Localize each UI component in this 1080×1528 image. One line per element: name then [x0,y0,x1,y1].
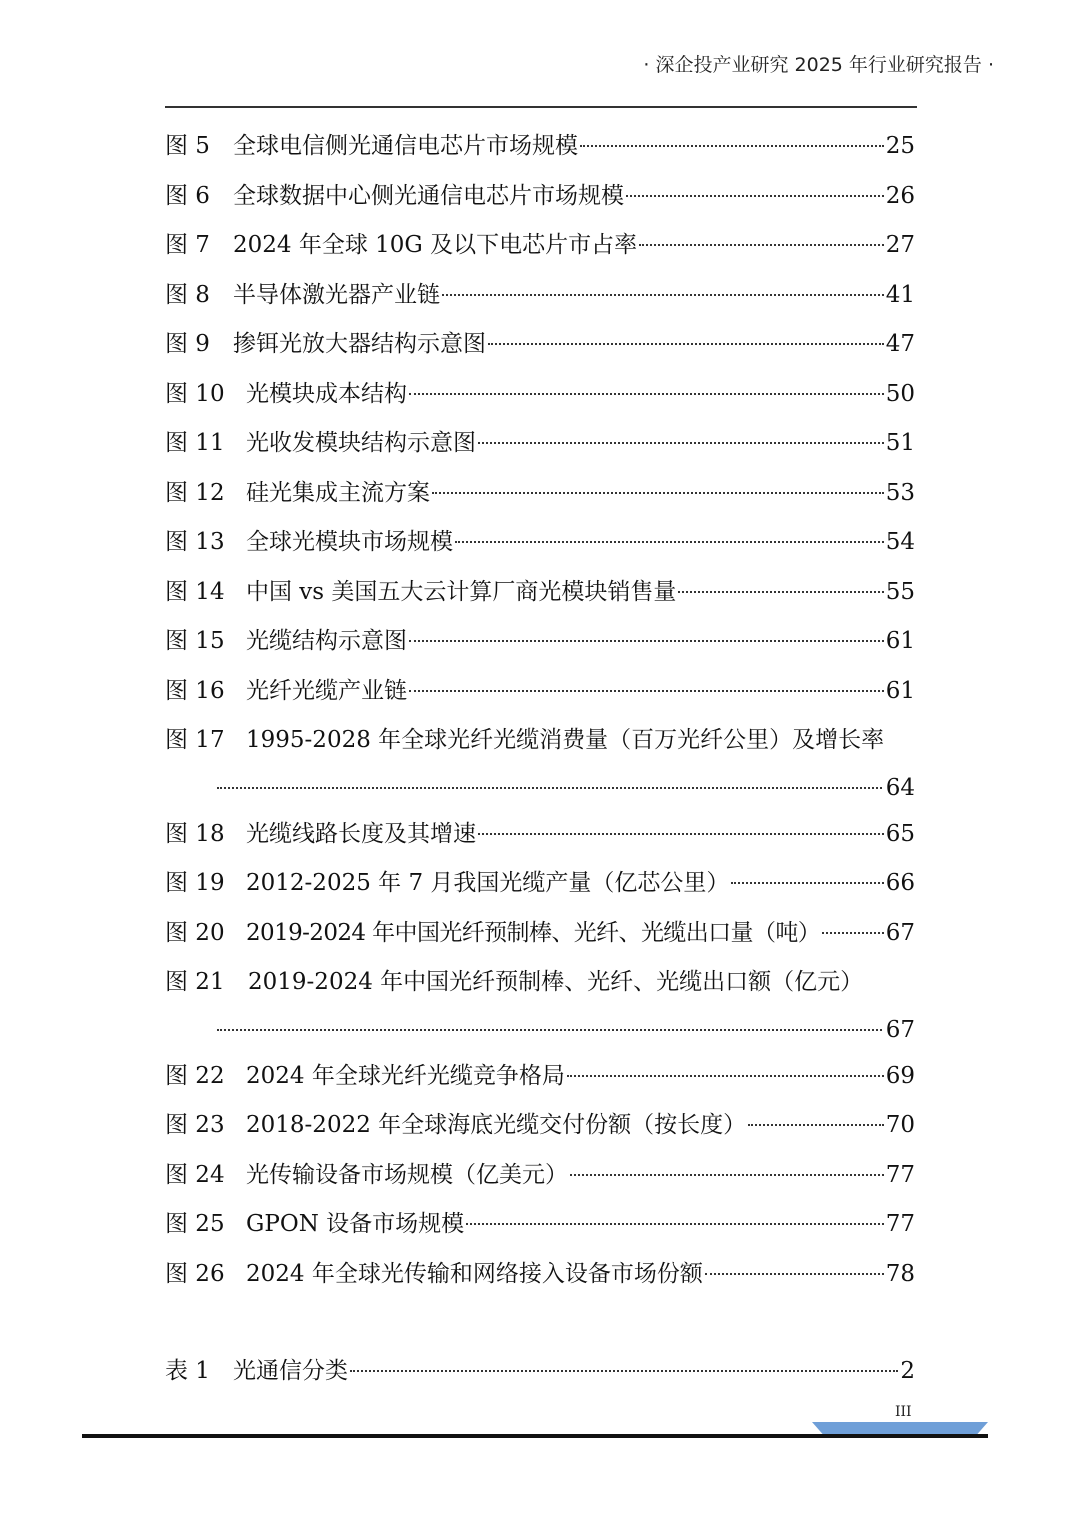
figure-label: 图 20 [165,919,225,946]
dot-leader [822,932,884,934]
section-gap [165,1299,915,1347]
figure-title: 中国 vs 美国五大云计算厂商光模块销售量 [246,578,677,605]
figure-label: 图 24 [165,1161,225,1188]
figure-label: 图 26 [165,1260,225,1287]
figure-title: 光纤光缆产业链 [246,677,407,704]
figure-label: 图 15 [165,628,225,654]
running-header: · 深企投产业研究 2025 年行业研究报告 · [643,54,994,76]
figure-list [165,122,915,1397]
dot-leader [466,1223,884,1225]
dot-leader [409,393,884,395]
figure-label: 图 22 [165,1062,225,1089]
figure-label: 图 17 [165,727,225,753]
figure-label: 图 10 [165,380,225,407]
dot-leader [432,492,884,494]
dot-leader [442,294,884,296]
figure-title: 全球电信侧光通信电芯片市场规模 [233,133,578,159]
figure-title: 全球数据中心侧光通信电芯片市场规模 [233,182,624,209]
figure-title: 光收发模块结构示意图 [246,430,476,456]
dot-leader [217,787,882,789]
figure-label: 图 23 [165,1112,225,1138]
toc-entry[interactable] [165,1200,915,1250]
figure-title: 2024 年全球 10G 及以下电芯片市占率 [233,232,638,258]
dot-leader [567,1075,884,1077]
page-number: 53 [885,479,915,506]
dot-leader [478,442,884,444]
figure-title: 硅光集成主流方案 [246,479,430,506]
toc-entry[interactable] [165,122,915,172]
toc-entry[interactable] [165,419,915,469]
figure-label: 图 7 [165,232,210,258]
toc-entry[interactable] [165,518,915,568]
page-number-footer: III [895,1404,912,1420]
figure-title: 半导体激光器产业链 [233,281,440,308]
toc-entry[interactable] [165,1052,915,1102]
figure-title: 1995-2028 年全球光纤光缆消费量（百万光纤公里）及增长率 [246,727,885,753]
figure-title: 光模块成本结构 [246,380,407,407]
figure-title: 2019-2024 年中国光纤预制棒、光纤、光缆出口额（亿元） [248,969,864,995]
toc-entry[interactable] [165,271,915,321]
figure-label: 图 11 [165,430,225,456]
dot-leader [639,244,884,246]
page-number: 26 [885,182,915,209]
figure-label: 图 8 [165,281,210,308]
toc-entry[interactable] [165,1151,915,1201]
toc-entry[interactable] [165,617,915,667]
page-number: 67 [885,919,915,946]
figure-title: 光缆线路长度及其增速 [246,820,476,847]
figure-label: 图 9 [165,331,210,357]
page-number: 50 [885,380,915,407]
page-number: 27 [885,232,915,258]
page-number: 77 [885,1161,915,1188]
page-number: 61 [885,677,915,704]
dot-leader [678,591,883,593]
figure-title: 光传输设备市场规模（亿美元） [246,1161,568,1188]
figure-label: 图 12 [165,479,225,506]
page-number: 25 [885,133,915,159]
page-number: 47 [885,331,915,357]
page-number: 61 [885,628,915,654]
page-number: 65 [885,820,915,847]
toc-entry-wrapped[interactable] [165,958,915,1052]
page-number: 55 [885,578,915,605]
page-number: 54 [885,529,915,555]
toc-entry-wrapped[interactable] [165,716,915,810]
figure-label: 图 13 [165,529,225,555]
dot-leader [488,343,884,345]
toc-entry[interactable] [165,909,915,959]
figure-label: 图 18 [165,820,225,847]
page-number: 78 [885,1260,915,1287]
dot-leader [478,833,884,835]
dot-leader [705,1273,884,1275]
dot-leader [350,1370,898,1372]
toc-entry[interactable] [165,667,915,717]
dot-leader [217,1029,882,1031]
page-number: 64 [885,774,915,801]
page-number: 77 [885,1211,915,1237]
dot-leader [748,1124,884,1126]
table-title: 光通信分类 [233,1358,348,1384]
page-number: 41 [885,281,915,308]
figure-label: 图 14 [165,578,225,605]
toc-entry[interactable] [165,1101,915,1151]
page-number: 66 [885,870,915,896]
page-number: 51 [885,430,915,456]
table-toc-entry[interactable] [165,1347,915,1397]
toc-entry[interactable] [165,568,915,618]
figure-title: GPON 设备市场规模 [246,1211,465,1237]
table-label: 表 1 [165,1358,210,1384]
figure-title: 掺铒光放大器结构示意图 [233,331,486,357]
figure-label: 图 6 [165,182,210,209]
toc-entry[interactable] [165,859,915,909]
figure-title: 2018-2022 年全球海底光缆交付份额（按长度） [246,1112,747,1138]
toc-entry[interactable] [165,1250,915,1300]
toc-entry[interactable] [165,469,915,519]
page-number: 69 [885,1062,915,1089]
figure-title: 2024 年全球光传输和网络接入设备市场份额 [246,1260,703,1287]
toc-entry[interactable] [165,370,915,420]
toc-entry[interactable] [165,221,915,271]
toc-entry[interactable] [165,172,915,222]
figure-label: 图 25 [165,1211,225,1237]
figure-title: 全球光模块市场规模 [246,529,453,555]
figure-title: 2024 年全球光纤光缆竞争格局 [246,1062,565,1089]
figure-title: 光缆结构示意图 [246,628,407,654]
page-number: 70 [885,1112,915,1138]
dot-leader [409,690,884,692]
dot-leader [580,145,884,147]
toc-entry[interactable] [165,320,915,370]
figure-label: 图 21 [165,969,225,995]
footer-accent-bar [812,1422,988,1434]
dot-leader [455,541,884,543]
page-number: 2 [900,1358,915,1384]
toc-entry[interactable] [165,810,915,860]
page-number: 67 [885,1016,915,1043]
dot-leader [626,195,884,197]
dot-leader [409,640,884,642]
figure-title: 2012-2025 年 7 月我国光缆产量（亿芯公里） [246,870,730,896]
figure-title: 2019-2024 年中国光纤预制棒、光纤、光缆出口量（吨） [246,919,821,946]
header-rule [165,106,917,108]
figure-label: 图 5 [165,133,210,159]
dot-leader [731,882,883,884]
dot-leader [570,1174,884,1176]
footer-rule [82,1434,988,1438]
figure-label: 图 16 [165,677,225,704]
figure-label: 图 19 [165,870,225,896]
